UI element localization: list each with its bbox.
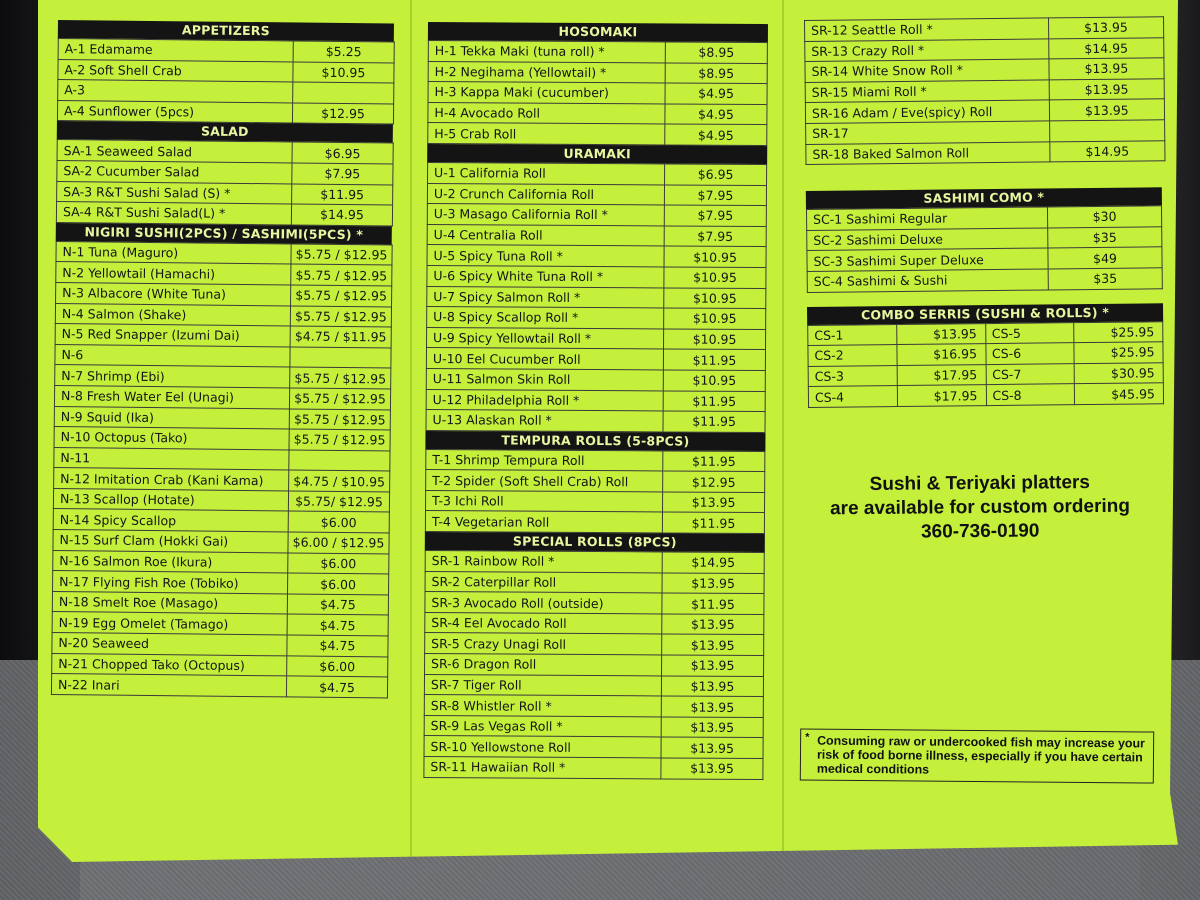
combo-price: $45.95 — [1075, 383, 1164, 405]
item-name: U-2 Crunch California Roll — [427, 183, 664, 205]
item-name: A-4 Sunflower (5pcs) — [57, 100, 292, 123]
menu-column-right — [804, 16, 1168, 408]
item-price: $10.95 — [293, 62, 394, 84]
section-header-hosomaki: HOSOMAKI — [428, 22, 768, 42]
item-price: $14.95 — [1050, 140, 1165, 162]
item-name: SR-15 Miami Roll * — [805, 80, 1049, 103]
item-price: $13.95 — [662, 614, 764, 635]
section-header-uramaki: URAMAKI — [427, 144, 767, 164]
item-name: U-9 Spicy Yellowtail Roll * — [427, 327, 664, 349]
appetizers-table — [57, 38, 395, 125]
menu-row — [428, 123, 767, 146]
item-name: N-3 Albacore (White Tuna) — [56, 282, 291, 305]
section-header-special-rolls: SPECIAL ROLLS (8PCS) — [425, 532, 765, 552]
item-name: U-6 Spicy White Tuna Roll * — [427, 265, 664, 287]
section-header-salad: SALAD — [57, 121, 393, 143]
item-price: $13.95 — [662, 655, 764, 676]
combo-price: $16.95 — [897, 344, 986, 366]
menu-column-left — [51, 20, 394, 698]
item-price: $6.95 — [665, 164, 767, 185]
item-name: SR-12 Seattle Roll * — [805, 18, 1049, 41]
item-name: N-19 Egg Omelet (Tamago) — [52, 612, 287, 635]
item-price: $35 — [1048, 227, 1162, 249]
item-name: U-3 Masago California Roll * — [427, 204, 664, 226]
item-price: $5.75 / $12.95 — [290, 305, 391, 327]
combo-price: $17.95 — [897, 385, 986, 407]
item-name: N-1 Tuna (Maguro) — [56, 241, 291, 264]
menu-row — [425, 654, 764, 677]
item-price: $13.95 — [1048, 17, 1163, 39]
item-price — [290, 347, 391, 369]
item-name: T-4 Vegetarian Roll — [425, 511, 662, 533]
menu-row — [56, 202, 392, 226]
uramaki-table — [426, 162, 768, 433]
item-name: A-3 — [58, 80, 293, 103]
item-price: $5.75 / $12.95 — [291, 285, 392, 307]
item-name: H-5 Crab Roll — [428, 123, 665, 145]
menu-row — [57, 100, 393, 124]
item-price — [289, 450, 390, 472]
menu-row — [427, 307, 766, 330]
nigiri-table — [51, 241, 393, 699]
item-price: $13.95 — [1049, 79, 1164, 101]
item-price: $8.95 — [665, 42, 767, 63]
combo-code: CS-7 — [986, 363, 1075, 385]
item-name: N-13 Scallop (Hotate) — [53, 488, 288, 511]
menu-row — [427, 245, 766, 268]
item-price: $35 — [1048, 268, 1162, 290]
item-price: $11.95 — [663, 349, 765, 370]
menu-row — [426, 490, 765, 513]
item-price — [293, 82, 394, 104]
item-name: SR-14 White Snow Roll * — [805, 59, 1049, 82]
section-header-tempura: TEMPURA ROLLS (5-8PCS) — [425, 431, 765, 451]
item-price: $10.95 — [664, 246, 766, 267]
item-name: U-7 Spicy Salmon Roll * — [427, 286, 664, 308]
item-price: $5.75 / $12.95 — [290, 367, 391, 389]
item-name: SR-11 Hawaiian Roll * — [424, 756, 661, 778]
item-price: $13.95 — [662, 573, 764, 594]
item-price: $10.95 — [664, 308, 766, 329]
item-name: N-17 Flying Fish Roe (Tobiko) — [53, 571, 288, 594]
item-price: $5.75 / $12.95 — [289, 408, 390, 430]
item-price: $14.95 — [662, 552, 764, 573]
combo-code: CS-1 — [808, 324, 897, 346]
item-name: SC-2 Sashimi Deluxe — [807, 228, 1048, 251]
menu-row — [427, 327, 766, 350]
menu-row — [428, 82, 767, 105]
item-name: N-22 Inari — [51, 674, 286, 697]
combo-price: $13.95 — [896, 323, 985, 345]
item-price: $4.75 — [286, 676, 387, 698]
item-name: SA-2 Cucumber Salad — [57, 160, 292, 183]
combo-row — [808, 383, 1163, 407]
item-price: $6.00 / $12.95 — [288, 532, 389, 554]
item-name: SR-18 Baked Salmon Roll — [806, 141, 1050, 164]
item-name: N-6 — [55, 344, 290, 367]
item-name: SR-3 Avocado Roll (outside) — [425, 592, 662, 614]
item-price: $5.75 / $12.95 — [291, 244, 392, 266]
item-name: N-5 Red Snapper (Izumi Dai) — [55, 324, 290, 347]
item-price: $10.95 — [664, 329, 766, 350]
item-name: SR-1 Rainbow Roll * — [425, 551, 662, 573]
combo-price: $30.95 — [1074, 362, 1163, 384]
menu-row — [425, 551, 764, 574]
item-price: $4.95 — [665, 124, 767, 145]
item-price: $12.95 — [292, 103, 393, 125]
item-name: SC-4 Sashimi & Sushi — [807, 269, 1048, 292]
item-name: SC-3 Sashimi Super Deluxe — [807, 248, 1048, 271]
section-header-nigiri: NIGIRI SUSHI(2PCS) / SASHIMI(5PCS) * — [56, 223, 392, 245]
section-header-combo-serris: COMBO SERRIS (SUSHI & ROLLS) * — [807, 303, 1163, 325]
item-name: SR-9 Las Vegas Roll * — [424, 715, 661, 737]
item-price: $30 — [1048, 206, 1162, 228]
item-name: N-15 Surf Clam (Hokki Gai) — [53, 530, 288, 553]
menu-row — [424, 674, 763, 697]
item-name: N-21 Chopped Tako (Octopus) — [52, 653, 287, 676]
item-name: N-2 Yellowtail (Hamachi) — [56, 262, 291, 285]
menu-row — [426, 470, 765, 493]
menu-row — [426, 389, 765, 412]
item-name: A-1 Edamame — [58, 39, 293, 62]
fold-line-left — [410, 0, 412, 862]
item-price: $7.95 — [664, 205, 766, 226]
section-header-appetizers: APPETIZERS — [58, 20, 394, 42]
item-price: $5.75 / $12.95 — [289, 429, 390, 451]
item-name: N-9 Squid (Ika) — [54, 406, 289, 429]
item-price: $4.95 — [665, 83, 767, 104]
hosomaki-table — [427, 40, 768, 146]
item-price: $4.75 / $10.95 — [289, 470, 390, 492]
item-name: SR-16 Adam / Eve(spicy) Roll — [805, 100, 1049, 123]
tempura-table — [425, 449, 766, 534]
item-price — [1049, 120, 1164, 142]
menu-column-middle — [423, 22, 768, 780]
combo-code: CS-2 — [808, 345, 897, 367]
platters-line-1: Sushi & Teriyaki platters — [869, 472, 1091, 495]
item-price: $6.00 — [287, 656, 388, 678]
item-price: $13.95 — [663, 492, 765, 513]
item-name: N-20 Seaweed — [52, 633, 287, 656]
fold-line-right — [782, 0, 784, 862]
item-price: $13.95 — [661, 758, 763, 779]
item-name: SC-1 Sashimi Regular — [806, 207, 1047, 230]
menu-row — [425, 592, 764, 615]
menu-row — [428, 162, 767, 185]
item-price: $8.95 — [665, 63, 767, 84]
menu-row — [427, 286, 766, 309]
menu-row — [424, 756, 763, 779]
menu-row — [424, 695, 763, 718]
item-name: N-18 Smelt Roe (Masago) — [52, 591, 287, 614]
item-price: $7.95 — [664, 226, 766, 247]
menu-row — [428, 61, 767, 84]
menu-row — [425, 633, 764, 656]
item-name: N-14 Spicy Scallop — [53, 509, 288, 532]
platters-line-2: are available for custom ordering — [829, 495, 1131, 520]
item-name: A-2 Soft Shell Crab — [58, 59, 293, 82]
menu-row — [427, 204, 766, 227]
item-price: $5.75/ $12.95 — [288, 491, 389, 513]
item-price: $5.75 / $12.95 — [289, 388, 390, 410]
item-price: $4.75 / $11.95 — [290, 326, 391, 348]
item-name: H-4 Avocado Roll — [428, 102, 665, 124]
menu-row — [427, 183, 766, 206]
item-name: N-4 Salmon (Shake) — [55, 303, 290, 326]
item-name: T-2 Spider (Soft Shell Crab) Roll — [426, 470, 663, 492]
item-name: N-12 Imitation Crab (Kani Kama) — [54, 468, 289, 491]
menu-row — [425, 511, 764, 534]
item-price: $13.95 — [1049, 99, 1164, 121]
item-name: SR-5 Crazy Unagi Roll — [425, 633, 662, 655]
menu-row — [428, 41, 767, 64]
item-name: U-4 Centralia Roll — [427, 224, 664, 246]
item-price: $13.95 — [661, 676, 763, 697]
item-price: $14.95 — [291, 204, 392, 226]
combo-serris-table — [807, 321, 1164, 408]
item-price: $13.95 — [661, 696, 763, 717]
item-price: $11.95 — [662, 593, 764, 614]
item-price: $10.95 — [664, 267, 766, 288]
item-price: $13.95 — [661, 737, 763, 758]
warning-text: Consuming raw or undercooked fish may increase your risk of food borne illness, especially if you have certain medical conditions — [816, 733, 1145, 777]
item-name: SA-1 Seaweed Salad — [57, 140, 292, 163]
item-price: $4.75 — [287, 614, 388, 636]
item-name: SR-10 Yellowstone Roll — [424, 736, 661, 758]
combo-price: $17.95 — [897, 364, 986, 386]
item-name: N-11 — [54, 447, 289, 470]
item-price: $11.95 — [663, 411, 765, 432]
item-name: U-10 Eel Cucumber Roll — [426, 348, 663, 370]
item-price: $13.95 — [1049, 58, 1164, 80]
combo-price: $25.95 — [1074, 342, 1163, 364]
item-name: N-8 Fresh Water Eel (Unagi) — [54, 385, 289, 408]
item-price: $6.00 — [288, 573, 389, 595]
item-name: H-3 Kappa Maki (cucumber) — [428, 82, 665, 104]
combo-code: CS-4 — [808, 386, 897, 408]
item-name: H-1 Tekka Maki (tuna roll) * — [428, 41, 665, 63]
menu-row — [51, 674, 387, 698]
menu-row — [426, 368, 765, 391]
item-price: $11.95 — [663, 451, 765, 472]
combo-code: CS-8 — [986, 384, 1075, 406]
item-price: $11.95 — [662, 512, 764, 533]
item-price: $10.95 — [664, 287, 766, 308]
item-price: $6.95 — [292, 142, 393, 164]
item-name: U-11 Salmon Skin Roll — [426, 368, 663, 390]
item-name: SR-8 Whistler Roll * — [424, 695, 661, 717]
special-rolls-table — [423, 550, 764, 780]
item-name: U-13 Alaskan Roll * — [426, 410, 663, 432]
salad-table — [56, 139, 394, 226]
item-name: SR-4 Eel Avocado Roll — [425, 612, 662, 634]
item-name: SR-7 Tiger Roll — [424, 674, 661, 696]
item-price: $5.75 / $12.95 — [291, 264, 392, 286]
combo-code: CS-3 — [808, 365, 897, 387]
asterisk: * — [805, 731, 810, 744]
item-name: SA-4 R&T Sushi Salad(L) * — [56, 202, 291, 225]
item-name: U-12 Philadelphia Roll * — [426, 389, 663, 411]
item-name: U-8 Spicy Scallop Roll * — [427, 307, 664, 329]
item-price: $7.95 — [664, 185, 766, 206]
item-name: SR-17 — [806, 121, 1050, 144]
item-price: $4.75 — [287, 635, 388, 657]
menu-row — [425, 571, 764, 594]
platters-notice — [804, 470, 1157, 545]
item-price: $5.25 — [293, 41, 394, 63]
item-price: $4.75 — [287, 594, 388, 616]
item-price: $12.95 — [663, 471, 765, 492]
item-price: $13.95 — [661, 717, 763, 738]
menu-row — [427, 224, 766, 247]
menu-row — [427, 265, 766, 288]
item-name: H-2 Negihama (Yellowtail) * — [428, 61, 665, 83]
item-price: $13.95 — [662, 634, 764, 655]
item-price: $49 — [1048, 247, 1162, 269]
menu-row — [426, 449, 765, 472]
raw-fish-warning — [800, 728, 1154, 783]
item-name: SR-2 Caterpillar Roll — [425, 571, 662, 593]
item-price: $11.95 — [663, 390, 765, 411]
item-price: $6.00 — [288, 553, 389, 575]
item-name: SR-6 Dragon Roll — [425, 654, 662, 676]
menu-row — [428, 102, 767, 125]
menu-row — [426, 348, 765, 371]
item-name: N-10 Octopus (Tako) — [54, 427, 289, 450]
menu-row — [424, 736, 763, 759]
section-header-sashimi-combo: SASHIMI COMO * — [806, 187, 1162, 209]
menu-row — [425, 612, 764, 635]
menu-row — [424, 715, 763, 738]
item-price: $7.95 — [292, 163, 393, 185]
item-price: $6.00 — [288, 511, 389, 533]
item-name: N-16 Salmon Roe (Ikura) — [53, 550, 288, 573]
combo-price: $25.95 — [1074, 321, 1163, 343]
item-name: T-1 Shrimp Tempura Roll — [426, 449, 663, 471]
special-rolls-continued-table — [804, 16, 1166, 165]
item-name: U-5 Spicy Tuna Roll * — [427, 245, 664, 267]
combo-code: CS-6 — [985, 343, 1074, 365]
item-price: $14.95 — [1048, 37, 1163, 59]
item-name: SR-13 Crazy Roll * — [805, 39, 1049, 62]
item-price: $4.95 — [665, 104, 767, 125]
item-price: $11.95 — [292, 184, 393, 206]
item-name: T-3 Ichi Roll — [426, 490, 663, 512]
phone-number: 360-736-0190 — [920, 520, 1040, 543]
item-name: N-7 Shrimp (Ebi) — [55, 365, 290, 388]
item-price: $10.95 — [663, 370, 765, 391]
sashimi-combo-table — [806, 205, 1163, 292]
item-name: U-1 California Roll — [428, 162, 665, 184]
item-name: SA-3 R&T Sushi Salad (S) * — [57, 181, 292, 204]
menu-row — [426, 410, 765, 433]
combo-code: CS-5 — [985, 322, 1074, 344]
